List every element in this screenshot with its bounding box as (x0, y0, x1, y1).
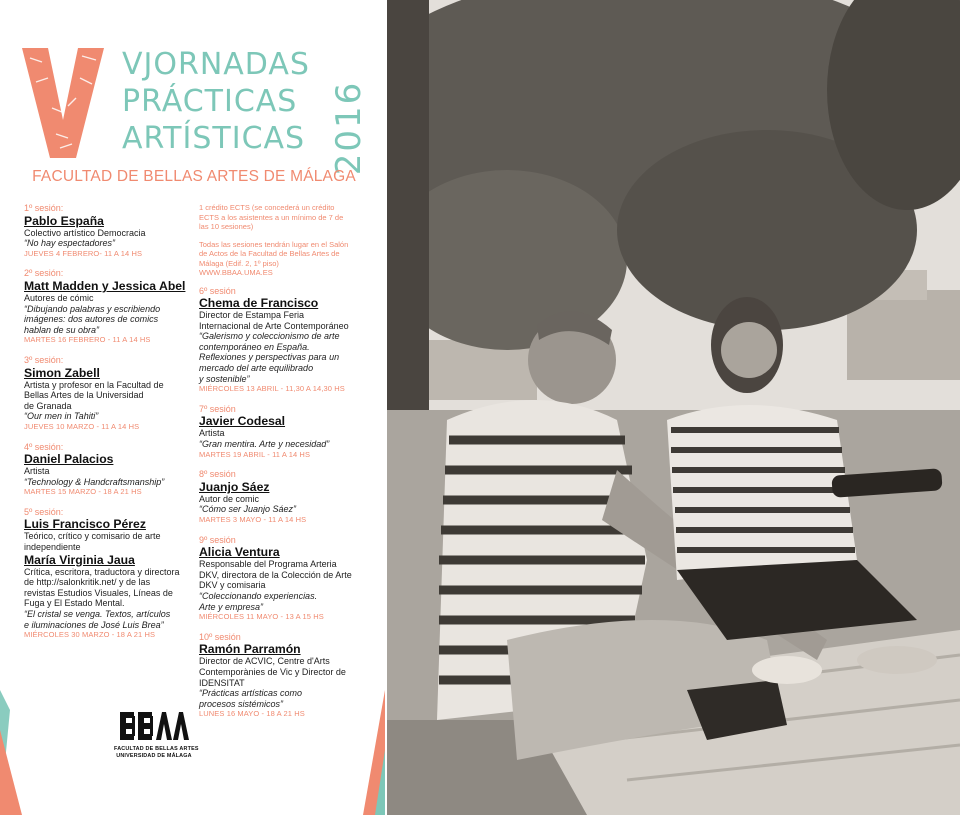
session-entry (199, 469, 367, 525)
session-number: 3º sesión: (24, 354, 64, 365)
sessions-column-right (199, 203, 367, 729)
talk-title: “Cómo ser Juanjo Sáez” (199, 504, 297, 515)
speaker-name: María Virginia Jaua (24, 552, 135, 567)
talk-title: “Gran mentira. Arte y necesidad” (199, 439, 330, 450)
speaker-role: Director de ACVIC, Centre d'Arts (199, 656, 330, 667)
talk-title: Arte y empresa” (199, 601, 264, 612)
session-entry (199, 286, 367, 395)
venue-line: WWW.BBAA.UMA.ES (199, 268, 273, 277)
talk-title: “Technology & Handcraftsmanship” (24, 476, 165, 487)
session-entry (24, 203, 192, 259)
talk-title: imágenes: dos autores de comics (24, 314, 159, 325)
session-entry (24, 355, 192, 433)
speaker-role: Bellas Artes de la Universidad (24, 390, 144, 401)
speaker-name: Daniel Palacios (24, 452, 114, 467)
event-title (122, 46, 322, 157)
sessions-list-right (199, 286, 367, 720)
talk-title: hablan de su obra” (24, 324, 100, 335)
speaker-role: independiente (24, 542, 81, 553)
ects-line: 1 crédito ECTS (se concederá un crédito (199, 203, 335, 212)
logo-line-1: FACULTAD DE BELLAS ARTES (114, 746, 199, 752)
venue-note (199, 240, 367, 278)
session-entry (199, 535, 367, 623)
decorative-shape-right (355, 690, 385, 815)
speaker-role: Director de Estampa Feria (199, 310, 305, 321)
talk-title: procesos sistémicos” (199, 698, 284, 709)
session-date: MIÉRCOLES 11 MAYO - 13 A 15 HS (199, 612, 324, 622)
speaker-role: Internacional de Arte Contemporáneo (199, 320, 349, 331)
speaker-name: Pablo España (24, 213, 104, 228)
speaker-role: Crítica, escritora, traductora y directora (24, 566, 180, 577)
speaker-role: Artista (199, 428, 225, 439)
talk-title: “No hay espectadores” (24, 238, 116, 249)
session-entry (199, 632, 367, 720)
title-line-3: ARTÍSTICAS (122, 121, 306, 156)
session-number: 4º sesión: (24, 441, 64, 452)
venue-line: de Actos de la Facultad de Bellas Artes de (199, 249, 340, 258)
speaker-role: DKV, directora de la Colección de Arte (199, 569, 352, 580)
speaker-name: Javier Codesal (199, 414, 286, 429)
session-date: MIÉRCOLES 13 ABRIL - 11,30 A 14,30 HS (199, 384, 345, 394)
session-date: MIÉRCOLES 30 MARZO - 18 A 21 HS (24, 630, 156, 640)
session-number: 10º sesión (199, 631, 241, 642)
title-line-2: PRÁCTICAS (122, 84, 298, 119)
talk-title: “Prácticas artísticas como (199, 688, 303, 699)
speaker-role: Fuga y El Estado Mental. (24, 598, 125, 609)
session-date: JUEVES 10 MARZO - 11 A 14 HS (24, 421, 140, 431)
sessions-column-left (24, 203, 192, 650)
speaker-role: Colectivo artístico Democracia (24, 227, 146, 238)
speaker-name: Chema de Francisco (199, 296, 319, 311)
session-entry (24, 507, 192, 641)
ects-line: las 10 sesiones) (199, 222, 254, 231)
bbaa-logo-icon (118, 710, 190, 742)
session-date: MARTES 19 ABRIL - 11 A 14 HS (199, 449, 311, 459)
speaker-role: Autor de comic (199, 493, 260, 504)
session-date: MARTES 15 MARZO - 18 A 21 HS (24, 487, 142, 497)
talk-title: “Galerismo y coleccionismo de arte (199, 331, 340, 342)
speaker-name: Simon Zabell (24, 365, 100, 380)
speaker-role: DKV y comisaria (199, 580, 266, 591)
speaker-name: Matt Madden y Jessica Abel (24, 278, 186, 293)
event-year: 2016 (329, 80, 369, 176)
ects-note (199, 203, 367, 232)
speaker-role: de http://salonkritik.net/ y de las (24, 577, 151, 588)
session-date: JUEVES 4 FEBRERO- 11 A 14 HS (24, 248, 143, 258)
roman-numeral-v (22, 48, 104, 158)
talk-title: “Our men in Tahiti” (24, 411, 99, 422)
session-date: MARTES 16 FEBRERO - 11 A 14 HS (24, 335, 151, 345)
speaker-role: Contemporànies de Vic y Director de (199, 666, 346, 677)
talk-title: mercado del arte equilibrado (199, 363, 314, 374)
speaker-name: Luis Francisco Pérez (24, 517, 146, 532)
talk-title: Reflexiones y perspectivas para un (199, 352, 340, 363)
speaker-role: Autores de cómic (24, 292, 94, 303)
talk-title: y sostenible” (199, 373, 250, 384)
talk-title: “Coleccionando experiencias. (199, 590, 318, 601)
speaker-name: Juanjo Sáez (199, 479, 270, 494)
speaker-role: Responsable del Programa Arteria (199, 559, 337, 570)
session-number: 5º sesión: (24, 506, 64, 517)
venue-line: Málaga (Edif. 2, 1º piso) (199, 258, 279, 268)
talk-title: contemporáneo en España. (199, 341, 310, 352)
speaker-name: Alicia Ventura (199, 545, 280, 560)
talk-title: “El cristal se venga. Textos, artículos (24, 609, 171, 620)
speaker-role: Teórico, crítico y comisario de arte (24, 531, 161, 542)
talk-title: e iluminaciones de José Luis Brea” (24, 619, 164, 630)
faculty-logo (114, 710, 199, 759)
faculty-name: FACULTAD DE BELLAS ARTES DE MÁLAGA (32, 168, 356, 185)
ects-line: ECTS a los asistentes a un mínimo de 7 de (199, 212, 344, 222)
speaker-role: de Granada (24, 400, 72, 411)
session-number: 8º sesión (199, 469, 236, 480)
talk-title: “Dibujando palabras y escribiendo (24, 303, 161, 314)
session-number: 7º sesión (199, 403, 236, 414)
session-entry (24, 442, 192, 498)
logo-line-2: UNIVERSIDAD DE MÁLAGA (116, 752, 192, 759)
photo-scene (387, 0, 960, 815)
picnic-photo (387, 0, 960, 815)
title-line-1: VJORNADAS (122, 47, 310, 82)
session-entry (24, 268, 192, 346)
event-poster (0, 0, 385, 815)
speaker-role: revistas Estudios Visuales, Líneas de (24, 587, 173, 598)
speaker-role: Artista (24, 466, 50, 477)
session-number: 6º sesión (199, 285, 236, 296)
session-number: 2º sesión: (24, 268, 64, 279)
session-number: 9º sesión (199, 534, 236, 545)
venue-line: Todas las sesiones tendrán lugar en el Salón (199, 239, 349, 249)
session-number: 1º sesión: (24, 203, 64, 213)
speaker-role: IDENSITAT (199, 677, 245, 688)
session-date: LUNES 16 MAYO - 18 A 21 HS (199, 709, 305, 719)
speaker-name: Ramón Parramón (199, 642, 301, 657)
session-entry (199, 404, 367, 460)
speaker-role: Artista y profesor en la Facultad de (24, 379, 164, 390)
session-date: MARTES 3 MAYO - 11 A 14 HS (199, 515, 307, 524)
decorative-shape-left (0, 690, 30, 815)
